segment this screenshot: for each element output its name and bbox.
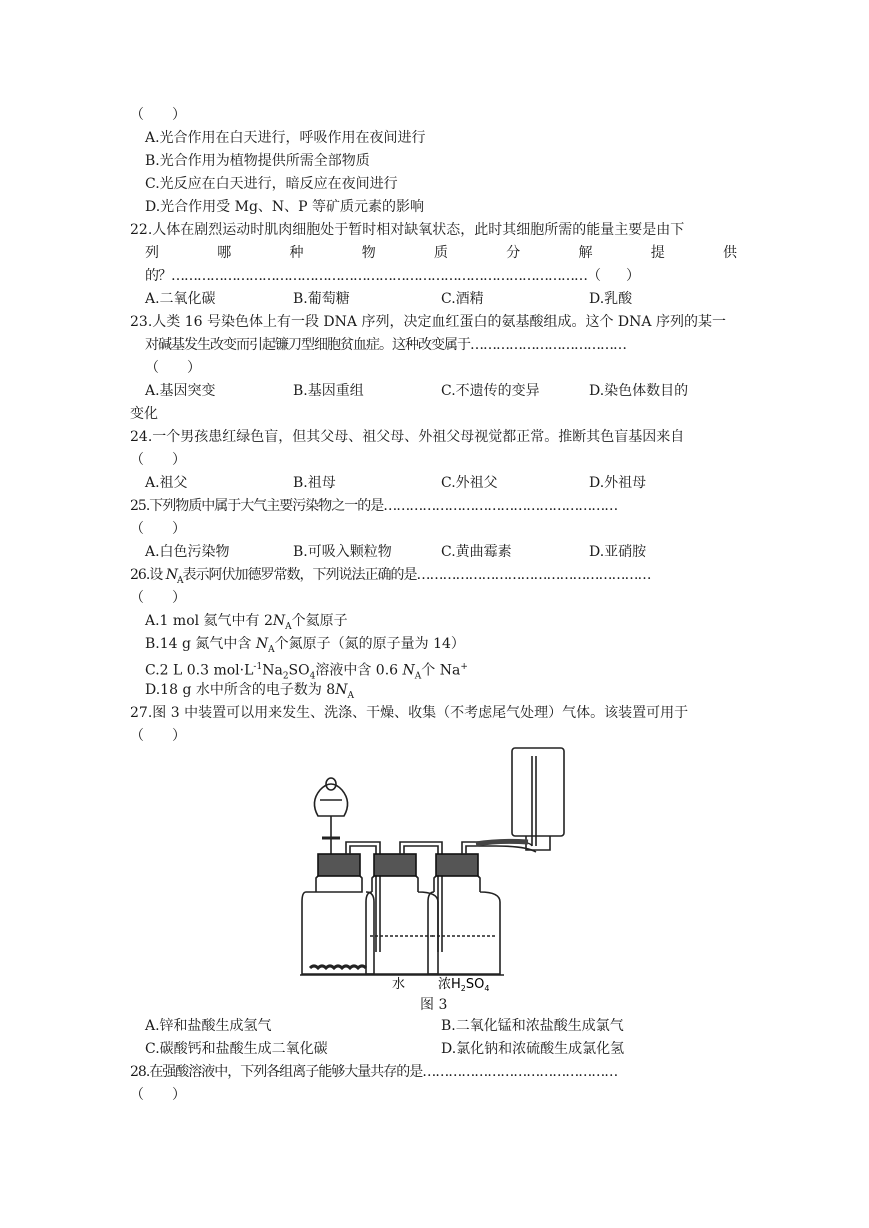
q28-paren: （ ） <box>130 1087 186 1103</box>
q26-na-symbol: N <box>335 682 348 698</box>
q26-option-c-sub1: 2 <box>282 671 289 682</box>
q22-option-b: B.葡萄糖 <box>293 291 350 307</box>
q22-word: 列 <box>145 245 159 261</box>
q25-option-c: C.黄曲霉素 <box>441 544 512 560</box>
q23-paren: （ ） <box>145 360 201 376</box>
q27-option-d: D.氯化钠和浓硫酸生成氯化氢 <box>441 1041 625 1057</box>
q24-option-a: A.祖父 <box>145 475 188 491</box>
q26-option-b-text: B.14 g 氮气中含 <box>145 636 256 652</box>
q24-option-b: B.祖母 <box>293 475 336 491</box>
q28-stem-line1: 28.在强酸溶液中，下列各组离子能够大量共存的是……………………………………… <box>130 1064 618 1080</box>
q23-option-c: C.不遗传的变异 <box>441 383 540 399</box>
q21-option-a: A.光合作用在白天进行，呼吸作用在夜间进行 <box>145 130 426 146</box>
q26-stem-b: 表示阿伏加德罗常数，下列说法正确的是……………………………………………… <box>182 567 651 583</box>
q22-word: 物 <box>361 245 376 261</box>
q27-option-c: C.碳酸钙和盐酸生成二氧化碳 <box>145 1041 328 1057</box>
q26-option-c-na: Na <box>262 662 283 679</box>
q24-option-c: C.外祖父 <box>441 475 498 491</box>
acid-label-text: 浓H <box>438 977 461 992</box>
q26-option-c-text: C.2 L 0.3 mol·L <box>145 662 254 679</box>
q26-option-c-text4: 溶液中含 0.6 <box>315 662 403 679</box>
q21-option-b: B.光合作用为植物提供所需全部物质 <box>145 153 370 169</box>
q22-option-a: A.二氧化碳 <box>145 291 216 307</box>
q26-stem-a: 26.设 <box>130 567 166 583</box>
q24-stem-line1: 24.一个男孩患红绿色盲，但其父母、祖父母、外祖父母视觉都正常。推断其色盲基因来自 <box>130 429 685 445</box>
q26-na-sub: A <box>285 621 292 632</box>
q26-na-sub: A <box>414 671 422 682</box>
q26-option-a-text2: 个氦原子 <box>291 613 348 629</box>
q23-option-d-overflow: 变化 <box>130 406 158 422</box>
q25-option-a: A.白色污染物 <box>145 544 230 560</box>
q27-option-a: A.锌和盐酸生成氢气 <box>145 1018 272 1034</box>
q26-option-c-sub2: 4 <box>309 671 316 682</box>
q22-word: 供 <box>723 245 737 261</box>
figure-caption: 图 3 <box>420 997 448 1013</box>
q22-word: 质 <box>434 245 448 261</box>
figure-label-acid <box>438 977 489 992</box>
q26-option-c-so: SO <box>288 662 310 679</box>
q26-option-c-sup: -1 <box>253 662 263 672</box>
q26-option-b-text2: 个氮原子（氮的原子量为 14） <box>274 636 465 652</box>
q24-options <box>145 472 737 494</box>
q26-na-sub: A <box>176 575 183 586</box>
q26-option-a-text: A.1 mol 氦气中有 2 <box>145 613 273 629</box>
q26-na-symbol: N <box>272 613 286 629</box>
q25-options <box>145 541 737 563</box>
q26-paren: （ ） <box>130 590 186 606</box>
q27-options-row1 <box>145 1015 737 1037</box>
q27-paren: （ ） <box>130 728 186 744</box>
collecting-bottle <box>512 748 564 836</box>
q22-word: 分 <box>506 245 521 261</box>
q25-stem-line1: 25.下列物质中属于大气主要污染物之一的是……………………………………………… <box>130 498 618 514</box>
q25-option-b: B.可吸入颗粒物 <box>293 544 392 560</box>
q21-option-d: D.光合作用受 Mg、N、P 等矿质元素的影响 <box>145 199 425 215</box>
q22-options <box>145 288 737 310</box>
acid-label-text2: SO <box>465 977 485 992</box>
q23-option-b: B.基因重组 <box>293 383 364 399</box>
q23-stem-line2: 对碱基发生改变而引起镰刀型细胞贫血症。这种改变属于……………………………… <box>145 337 626 353</box>
q26-na-symbol: N <box>255 636 269 652</box>
q26-option-c-sup2: + <box>460 662 468 672</box>
q23-option-a: A.基因突变 <box>145 383 216 399</box>
q26-stem-line1 <box>130 564 650 592</box>
q22-word: 提 <box>650 245 665 261</box>
q26-na-symbol: N <box>165 567 177 583</box>
acid-label-sub2: 4 <box>484 984 490 992</box>
q26-na-sub: A <box>268 644 275 655</box>
figure-3-apparatus <box>300 742 590 992</box>
q25-option-d: D.亚硝胺 <box>589 544 647 560</box>
q24-paren: （ ） <box>130 452 186 468</box>
q22-stem-line2 <box>145 242 737 264</box>
q27-options-row2 <box>145 1038 737 1060</box>
q26-option-d-text: D.18 g 水中所含的电子数为 8 <box>145 682 336 698</box>
q22-word: 解 <box>578 245 593 261</box>
q22-option-c: C.酒精 <box>441 291 484 307</box>
q23-options <box>145 380 737 402</box>
acid-label-sub1: 2 <box>460 984 466 992</box>
q22-stem-line1: 22.人体在剧烈运动时肌肉细胞处于暂时相对缺氧状态，此时其细胞所需的能量主要是由下 <box>130 222 685 238</box>
q26-na-sub: A <box>347 690 354 701</box>
q23-stem-line1: 23.人类 16 号染色体上有一段 DNA 序列，决定血红蛋白的氨基酸组成。这个 DNA 序列的某一 <box>130 314 726 330</box>
q21-option-c: C.光反应在白天进行，暗反应在夜间进行 <box>145 176 398 192</box>
q26-na-symbol: N <box>402 662 415 679</box>
q25-paren: （ ） <box>130 521 186 537</box>
q23-option-d: D.染色体数目的 <box>589 383 689 399</box>
figure-label-water: 水 <box>392 977 406 992</box>
q27-option-b: B.二氧化锰和浓盐酸生成氯气 <box>441 1018 624 1034</box>
q26-option-c-text5: 个 Na <box>421 662 461 679</box>
q27-stem-line1: 27.图 3 中装置可以用来发生、洗涤、干燥、收集（不考虑尾气处理）气体。该装置可用于 <box>130 705 689 721</box>
q21-paren: （ ） <box>130 107 186 123</box>
q24-option-d: D.外祖母 <box>589 475 647 491</box>
q22-option-d: D.乳酸 <box>589 291 633 307</box>
q22-stem-line3: 的？……………………………………………………………………………………（ ） <box>145 268 639 284</box>
q22-word: 哪 <box>217 245 232 261</box>
q22-word: 种 <box>289 245 304 261</box>
